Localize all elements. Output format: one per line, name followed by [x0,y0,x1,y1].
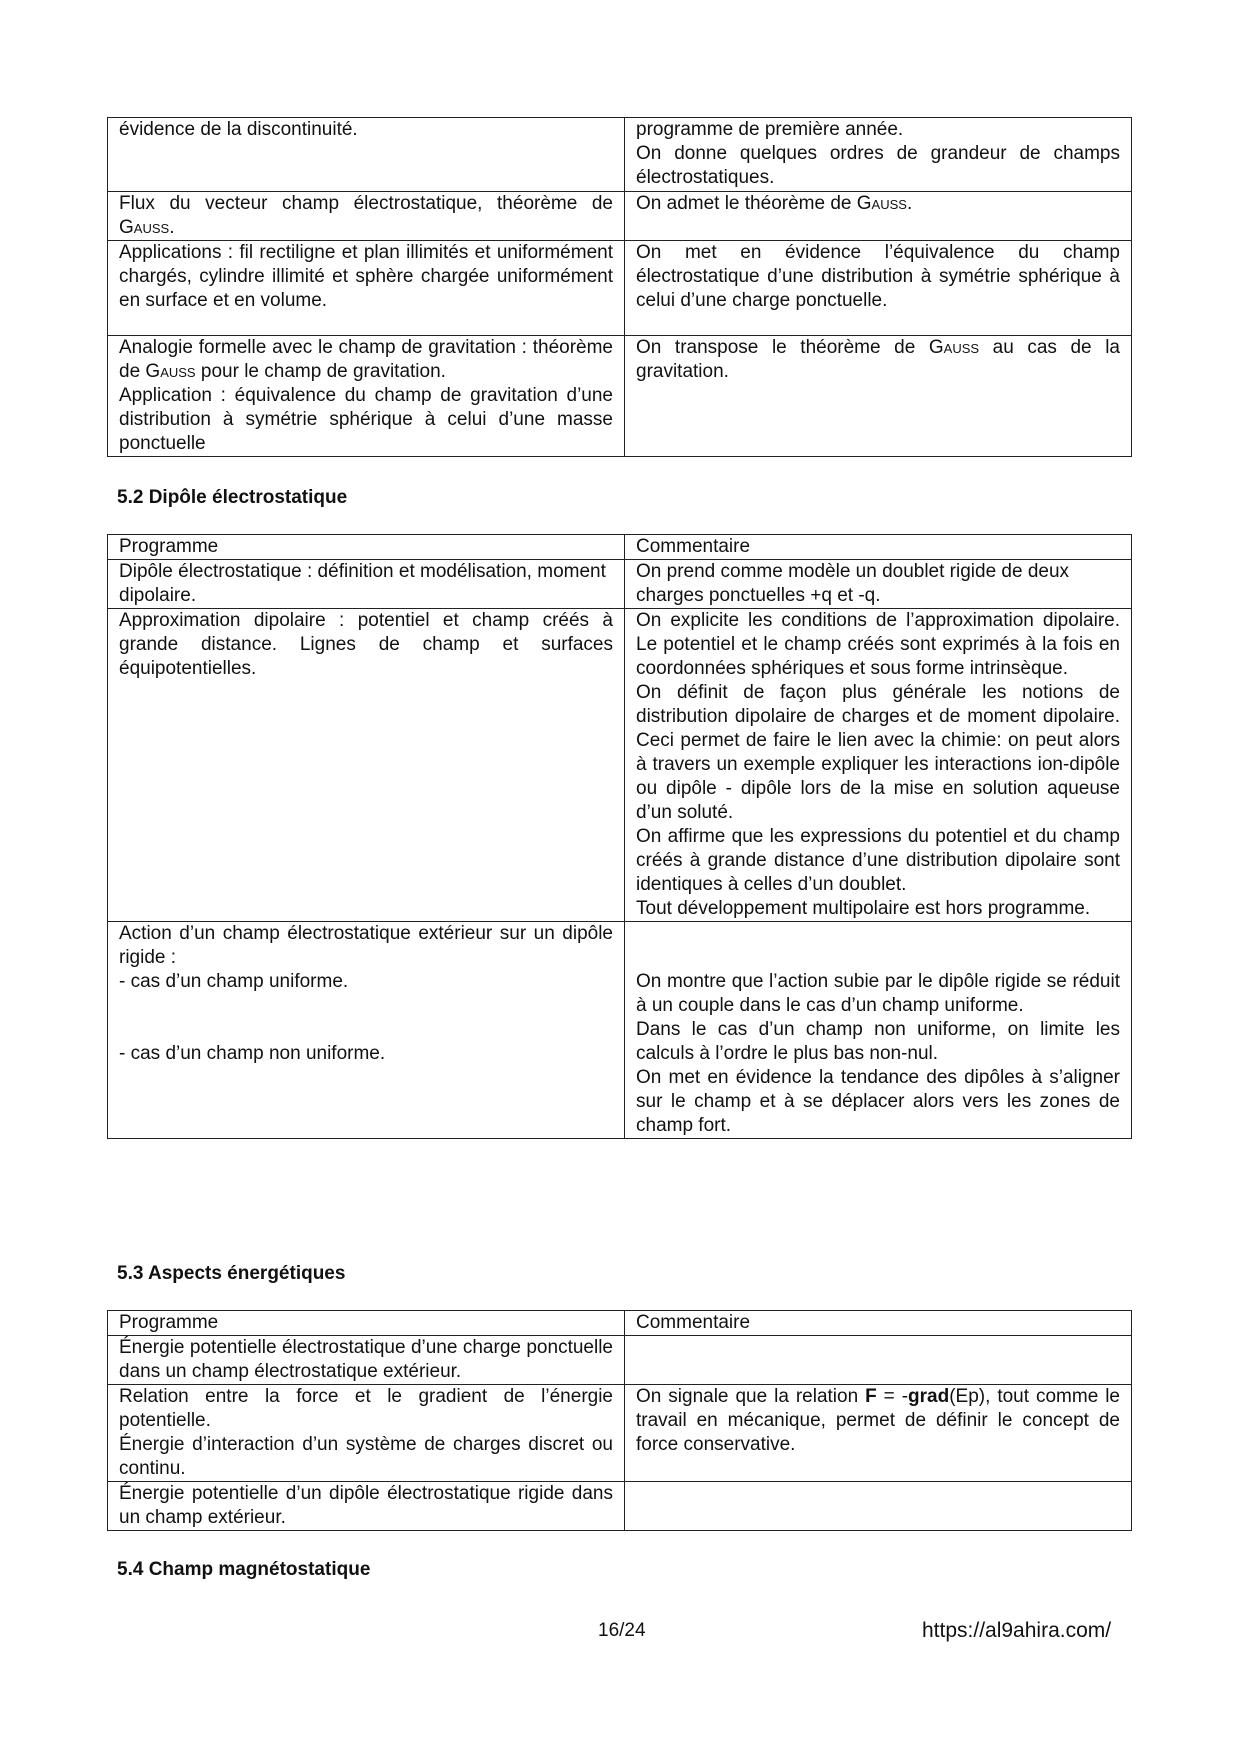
table-cell-comment [625,118,1132,192]
table-cell-program [108,1385,625,1482]
cell-text: On explicite les conditions de l’approximation dipolaire. Le potentiel et le champ créés sont exprimés à la fois en coordonnées sphériques et sous forme intrinsèque. [636,610,1120,679]
column-header-program: Programme [108,1311,625,1336]
table-row [108,241,1132,336]
cell-text: On prend comme modèle un doublet rigide de deux charges ponctuelles +q et -q. [636,561,1070,606]
table-row [108,118,1132,192]
table-row [108,922,1132,1139]
table-cell-program [108,241,625,336]
table-cell-comment [625,560,1132,609]
table-cell-comment [625,1336,1132,1385]
cell-text: évidence de la discontinuité. [119,119,358,140]
cell-text: On met en évidence la tendance des dipôles à s’aligner sur le champ et à se déplacer alors vers les zones de champ fort. [636,1067,1120,1136]
cell-text: On signale que la relation [636,1386,866,1407]
cell-text: = - [876,1386,909,1407]
table-cell-comment [625,192,1132,241]
table-cell-comment [625,609,1132,922]
table-cell-program [108,609,625,922]
table-cell-program [108,336,625,457]
cell-text: On affirme que les expressions du potentiel et du champ créés à grande distance d’une distribution dipolaire sont identiques à celles d’un doublet. [636,826,1120,895]
section-heading-5-4: 5.4 Champ magnétostatique [117,1559,371,1580]
cell-text: Application : équivalence du champ de gravitation d’une distribution à symétrie sphérique à celui d’une masse ponctuelle [119,385,613,454]
cell-text: programme de première année. [636,119,904,140]
cell-text: . [169,217,175,238]
cell-text: Relation entre la force et le gradient de l’énergie potentielle. [119,1386,613,1431]
table-cell-program [108,922,625,1139]
spacer [636,946,1120,970]
table-cell-comment [625,1482,1132,1531]
spacer [119,1018,613,1042]
dipole-table [107,534,1132,1139]
table-row [108,1482,1132,1531]
gauss-name: Gauss [928,337,980,358]
cell-text: Action d’un champ électrostatique extérieur sur un dipôle rigide : [119,923,613,968]
page-number: 16/24 [598,1620,646,1641]
cell-text: au cas de la gravitation. [636,337,1120,382]
cell-text: Énergie potentielle électrostatique d’une charge ponctuelle dans un champ électrostatique extérieur. [119,1337,613,1382]
table-cell-program [108,118,625,192]
grad-operator: grad [908,1386,950,1407]
cell-text: Énergie d’interaction d’un système de charges discret ou continu. [119,1434,613,1479]
table-cell-program [108,560,625,609]
cell-text: (Ep), tout comme le travail en mécanique, permet de définir le concept de force conservative. [636,1386,1120,1455]
column-header-program: Programme [108,535,625,560]
table-cell-comment [625,922,1132,1139]
cell-text: Dipôle électrostatique : définition et modélisation, moment dipolaire. [119,561,606,606]
section-heading-5-3: 5.3 Aspects énergétiques [117,1263,346,1284]
spacer [636,922,1120,946]
cell-text: On donne quelques ordres de grandeur de champs électrostatiques. [636,143,1120,188]
table-row [108,1336,1132,1385]
cell-text: On montre que l’action subie par le dipôle rigide se réduit à un couple dans le cas d’un champ uniforme. [636,971,1120,1016]
table-row [108,609,1132,922]
gauss-name: Gauss [119,217,170,238]
table-row [108,336,1132,457]
cell-text: On met en évidence l’équivalence du champ électrostatique d’une distribution à symétrie sphérique à celui d’une charge ponctuelle. [636,242,1120,311]
cell-text: Applications : fil rectiligne et plan illimités et uniformément chargés, cylindre illimité et sphère chargée uniformément en surface et en volume. [119,242,613,311]
continuation-table [107,117,1132,457]
table-row [108,1385,1132,1482]
table-header-row [108,1311,1132,1336]
column-header-comment: Commentaire [625,535,1132,560]
table-cell-comment [625,336,1132,457]
cell-text: Tout développement multipolaire est hors programme. [636,898,1091,919]
cell-text: pour le champ de gravitation. [195,361,446,382]
cell-text: Énergie potentielle d’un dipôle électrostatique rigide dans un champ extérieur. [119,1483,613,1528]
table-cell-program [108,1482,625,1531]
table-header-row [108,535,1132,560]
energy-table [107,1310,1132,1531]
table-cell-comment [625,1385,1132,1482]
cell-text: - cas d’un champ non uniforme. [119,1043,386,1064]
spacer [119,994,613,1018]
cell-text: Flux du vecteur champ électrostatique, théorème de [119,193,613,214]
cell-text: Analogie formelle avec le champ de gravitation : théorème de [119,337,613,382]
table-cell-program [108,192,625,241]
cell-text: Approximation dipolaire : potentiel et champ créés à grande distance. Lignes de champ et surfaces équipotentielles. [119,610,613,679]
gauss-name: Gauss [145,361,196,382]
force-symbol: F [865,1386,877,1407]
footer-url: https://al9ahira.com/ [922,1619,1112,1642]
cell-text: - cas d’un champ uniforme. [119,971,349,992]
cell-text: Dans le cas d’un champ non uniforme, on limite les calculs à l’ordre le plus bas non-nul. [636,1019,1120,1064]
gauss-name: Gauss [856,193,907,214]
section-heading-5-2: 5.2 Dipôle électrostatique [117,487,348,508]
table-cell-program [108,1336,625,1385]
table-row [108,560,1132,609]
table-row [108,192,1132,241]
cell-text: On transpose le théorème de [636,337,929,358]
column-header-comment: Commentaire [625,1311,1132,1336]
cell-text: . [906,193,913,214]
cell-text: On définit de façon plus générale les notions de distribution dipolaire de charges et de moment dipolaire. Ceci permet de faire le lien avec la chimie: on peut alors à travers un exemple expliquer les interactions ion-dipôle ou dipôle - dipôle lors de la mise en solution aqueuse d’un soluté. [636,682,1120,823]
cell-text: On admet le théorème de [636,193,857,214]
table-cell-comment [625,241,1132,336]
